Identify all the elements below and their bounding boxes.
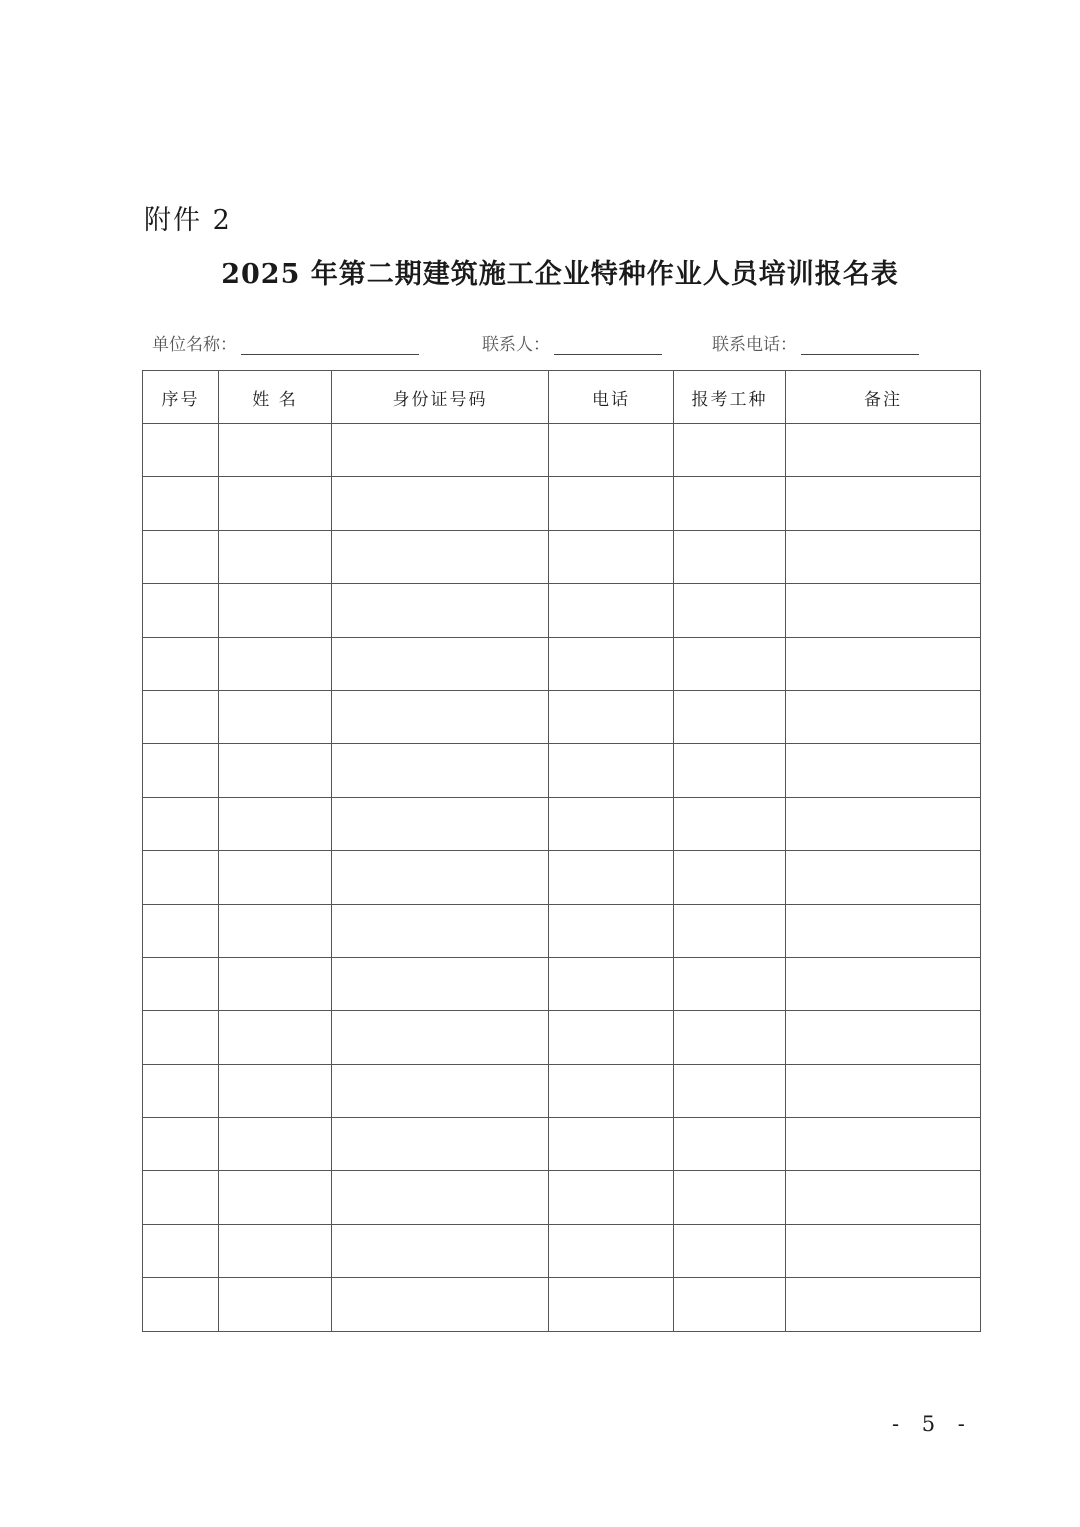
phone-cell[interactable] <box>549 530 674 583</box>
remarks-cell[interactable] <box>786 477 981 530</box>
remarks-cell[interactable] <box>786 1171 981 1224</box>
remarks-cell[interactable] <box>786 744 981 797</box>
id-number-cell[interactable] <box>332 1278 549 1331</box>
id-number-cell[interactable] <box>332 690 549 743</box>
table-row <box>143 744 981 797</box>
job-type-cell[interactable] <box>674 744 786 797</box>
table-row <box>143 530 981 583</box>
index-cell[interactable] <box>143 1278 219 1331</box>
remarks-cell[interactable] <box>786 797 981 850</box>
name-cell[interactable] <box>219 637 332 690</box>
unit-name-label: 单位名称： <box>152 335 237 355</box>
name-cell[interactable] <box>219 530 332 583</box>
job-type-cell[interactable] <box>674 1224 786 1277</box>
phone-cell[interactable] <box>549 1118 674 1171</box>
job-type-cell[interactable] <box>674 904 786 957</box>
phone-cell[interactable] <box>549 424 674 477</box>
col-header-index: 序号 <box>143 371 219 424</box>
phone-cell[interactable] <box>549 904 674 957</box>
phone-cell[interactable] <box>549 1171 674 1224</box>
remarks-cell[interactable] <box>786 1118 981 1171</box>
index-cell[interactable] <box>143 1118 219 1171</box>
name-cell[interactable] <box>219 851 332 904</box>
job-type-cell[interactable] <box>674 584 786 637</box>
table-row <box>143 424 981 477</box>
job-type-cell[interactable] <box>674 637 786 690</box>
table-row <box>143 1011 981 1064</box>
index-cell[interactable] <box>143 477 219 530</box>
id-number-cell[interactable] <box>332 584 549 637</box>
job-type-cell[interactable] <box>674 477 786 530</box>
index-cell[interactable] <box>143 904 219 957</box>
name-cell[interactable] <box>219 744 332 797</box>
contact-phone-label: 联系电话： <box>712 335 797 355</box>
remarks-cell[interactable] <box>786 584 981 637</box>
id-number-cell[interactable] <box>332 851 549 904</box>
index-cell[interactable] <box>143 637 219 690</box>
job-type-cell[interactable] <box>674 1064 786 1117</box>
col-header-id-number: 身份证号码 <box>332 371 549 424</box>
remarks-cell[interactable] <box>786 957 981 1010</box>
col-header-phone: 电话 <box>549 371 674 424</box>
phone-cell[interactable] <box>549 797 674 850</box>
table-row <box>143 690 981 743</box>
name-cell[interactable] <box>219 1278 332 1331</box>
id-number-cell[interactable] <box>332 904 549 957</box>
phone-cell[interactable] <box>549 1064 674 1117</box>
job-type-cell[interactable] <box>674 1278 786 1331</box>
job-type-cell[interactable] <box>674 1171 786 1224</box>
phone-cell[interactable] <box>549 637 674 690</box>
name-cell[interactable] <box>219 1118 332 1171</box>
table-row <box>143 1224 981 1277</box>
index-cell[interactable] <box>143 957 219 1010</box>
attachment-label: 附件 2 <box>144 205 232 236</box>
job-type-cell[interactable] <box>674 797 786 850</box>
phone-cell[interactable] <box>549 1224 674 1277</box>
remarks-cell[interactable] <box>786 1224 981 1277</box>
contact-person-blank[interactable] <box>554 332 662 355</box>
col-header-job-type: 报考工种 <box>674 371 786 424</box>
table-header-row <box>143 371 981 424</box>
index-cell[interactable] <box>143 690 219 743</box>
table-row <box>143 477 981 530</box>
index-cell[interactable] <box>143 1224 219 1277</box>
name-cell[interactable] <box>219 584 332 637</box>
index-cell[interactable] <box>143 1171 219 1224</box>
name-cell[interactable] <box>219 1171 332 1224</box>
id-number-cell[interactable] <box>332 424 549 477</box>
name-cell[interactable] <box>219 797 332 850</box>
table-row <box>143 1278 981 1331</box>
id-number-cell[interactable] <box>332 477 549 530</box>
page-number: - 5 - <box>892 1412 973 1436</box>
remarks-cell[interactable] <box>786 904 981 957</box>
job-type-cell[interactable] <box>674 690 786 743</box>
phone-cell[interactable] <box>549 477 674 530</box>
table-row <box>143 851 981 904</box>
name-cell[interactable] <box>219 1224 332 1277</box>
contact-person-label: 联系人： <box>482 335 550 355</box>
table-row <box>143 637 981 690</box>
form-title: 2025 年第二期建筑施工企业特种作业人员培训报名表 <box>221 259 899 290</box>
contact-phone-field <box>712 330 919 355</box>
id-number-cell[interactable] <box>332 1118 549 1171</box>
index-cell[interactable] <box>143 530 219 583</box>
job-type-cell[interactable] <box>674 957 786 1010</box>
table-row <box>143 1171 981 1224</box>
phone-cell[interactable] <box>549 957 674 1010</box>
name-cell[interactable] <box>219 904 332 957</box>
contact-phone-blank[interactable] <box>801 332 919 355</box>
table-row <box>143 584 981 637</box>
phone-cell[interactable] <box>549 744 674 797</box>
name-cell[interactable] <box>219 477 332 530</box>
remarks-cell[interactable] <box>786 424 981 477</box>
table-row <box>143 797 981 850</box>
job-type-cell[interactable] <box>674 1011 786 1064</box>
table-row <box>143 1064 981 1117</box>
index-cell[interactable] <box>143 584 219 637</box>
name-cell[interactable] <box>219 424 332 477</box>
phone-cell[interactable] <box>549 851 674 904</box>
remarks-cell[interactable] <box>786 690 981 743</box>
name-cell[interactable] <box>219 957 332 1010</box>
id-number-cell[interactable] <box>332 1011 549 1064</box>
unit-name-blank[interactable] <box>241 332 419 355</box>
phone-cell[interactable] <box>549 584 674 637</box>
unit-name-field <box>152 330 419 355</box>
name-cell[interactable] <box>219 1064 332 1117</box>
name-cell[interactable] <box>219 690 332 743</box>
remarks-cell[interactable] <box>786 1278 981 1331</box>
remarks-cell[interactable] <box>786 637 981 690</box>
id-number-cell[interactable] <box>332 1171 549 1224</box>
col-header-name: 姓 名 <box>219 371 332 424</box>
phone-cell[interactable] <box>549 1011 674 1064</box>
id-number-cell[interactable] <box>332 744 549 797</box>
remarks-cell[interactable] <box>786 1011 981 1064</box>
index-cell[interactable] <box>143 1064 219 1117</box>
phone-cell[interactable] <box>549 690 674 743</box>
index-cell[interactable] <box>143 744 219 797</box>
table-body <box>143 424 981 1332</box>
index-cell[interactable] <box>143 424 219 477</box>
index-cell[interactable] <box>143 797 219 850</box>
job-type-cell[interactable] <box>674 424 786 477</box>
table-row <box>143 957 981 1010</box>
id-number-cell[interactable] <box>332 1064 549 1117</box>
index-cell[interactable] <box>143 1011 219 1064</box>
id-number-cell[interactable] <box>332 1224 549 1277</box>
registration-table <box>142 370 981 1332</box>
remarks-cell[interactable] <box>786 530 981 583</box>
index-cell[interactable] <box>143 851 219 904</box>
phone-cell[interactable] <box>549 1278 674 1331</box>
id-number-cell[interactable] <box>332 797 549 850</box>
remarks-cell[interactable] <box>786 1064 981 1117</box>
id-number-cell[interactable] <box>332 637 549 690</box>
job-type-cell[interactable] <box>674 1118 786 1171</box>
name-cell[interactable] <box>219 1011 332 1064</box>
remarks-cell[interactable] <box>786 851 981 904</box>
job-type-cell[interactable] <box>674 851 786 904</box>
contact-person-field <box>482 330 662 355</box>
table-row <box>143 904 981 957</box>
id-number-cell[interactable] <box>332 957 549 1010</box>
id-number-cell[interactable] <box>332 530 549 583</box>
col-header-remarks: 备注 <box>786 371 981 424</box>
table-row <box>143 1118 981 1171</box>
job-type-cell[interactable] <box>674 530 786 583</box>
